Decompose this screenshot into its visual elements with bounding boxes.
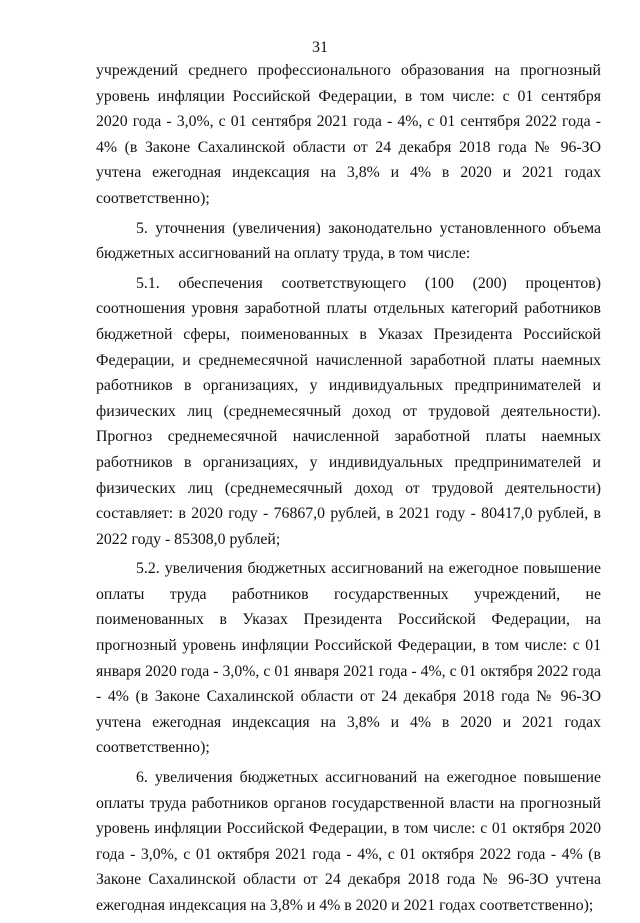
document-body [96,58,601,923]
page-number: 31 [312,39,328,56]
paragraph-item-6: 6. увеличения бюджетных ассигнований на ежегодное повышение оплаты труда работников органов государственной власти на прогнозный уровень инфляции Российской Федерации, в том числе: с 01 октября 2020 года - 3,0%, с 01 октября 2021 года - 4%, с 01 октября 2022 года - 4% (в Законе Сахалинской области от 24 декабря 2018 года № 96-ЗО учтена ежегодная индексация на 3,8% и 4% в 2020 и 2021 годах соответственно); [96,769,601,914]
paragraph-item-5: 5. уточнения (увеличения) законодательно установленного объема бюджетных ассигнований на оплату труда, в том числе: [96,219,601,263]
paragraph-continuation: учреждений среднего профессионального образования на прогнозный уровень инфляции Российской Федерации, в том числе: с 01 сентября 2020 года - 3,0%, с 01 сентября 2021 года - 4%, с 01 сентября 2022 года - 4% (в Законе Сахалинской области от 24 декабря 2018 года № 96-ЗО учтена ежегодная индексация на 3,8% и 4% в 2020 и 2021 годах соответственно); [96,62,601,207]
paragraph-item-5-1: 5.1. обеспечения соответствующего (100 (200) процентов) соотношения уровня заработной платы отдельных категорий работников бюджетной сферы, поименованных в Указах Президента Российской Федерации, и среднемесячной начисленной заработной платы наемных работников в организациях, у индивидуальных предпринимателей и физических лиц (среднемесячный доход от трудовой деятельности). Прогноз среднемесячной начисленной заработной платы наемных работников в организациях, у индивидуальных предпринимателей и физических лиц (среднемесячный доход от трудовой деятельности) составляет: в 2020 году - 76867,0 рублей, в 2021 году - 80417,0 рублей, в 2022 году - 85308,0 рублей; [96,274,601,548]
paragraph-item-5-2: 5.2. увеличения бюджетных ассигнований на ежегодное повышение оплаты труда работников государственных учреждений, не поименованных в Указах Президента Российской Федерации, на прогнозный уровень инфляции Российской Федерации, в том числе: с 01 января 2020 года - 3,0%, с 01 января 2021 года - 4%, с 01 октября 2022 года - 4% (в Законе Сахалинской области от 24 декабря 2018 года № 96-ЗО учтена ежегодная индексация на 3,8% и 4% в 2020 и 2021 годах соответственно); [96,560,601,757]
